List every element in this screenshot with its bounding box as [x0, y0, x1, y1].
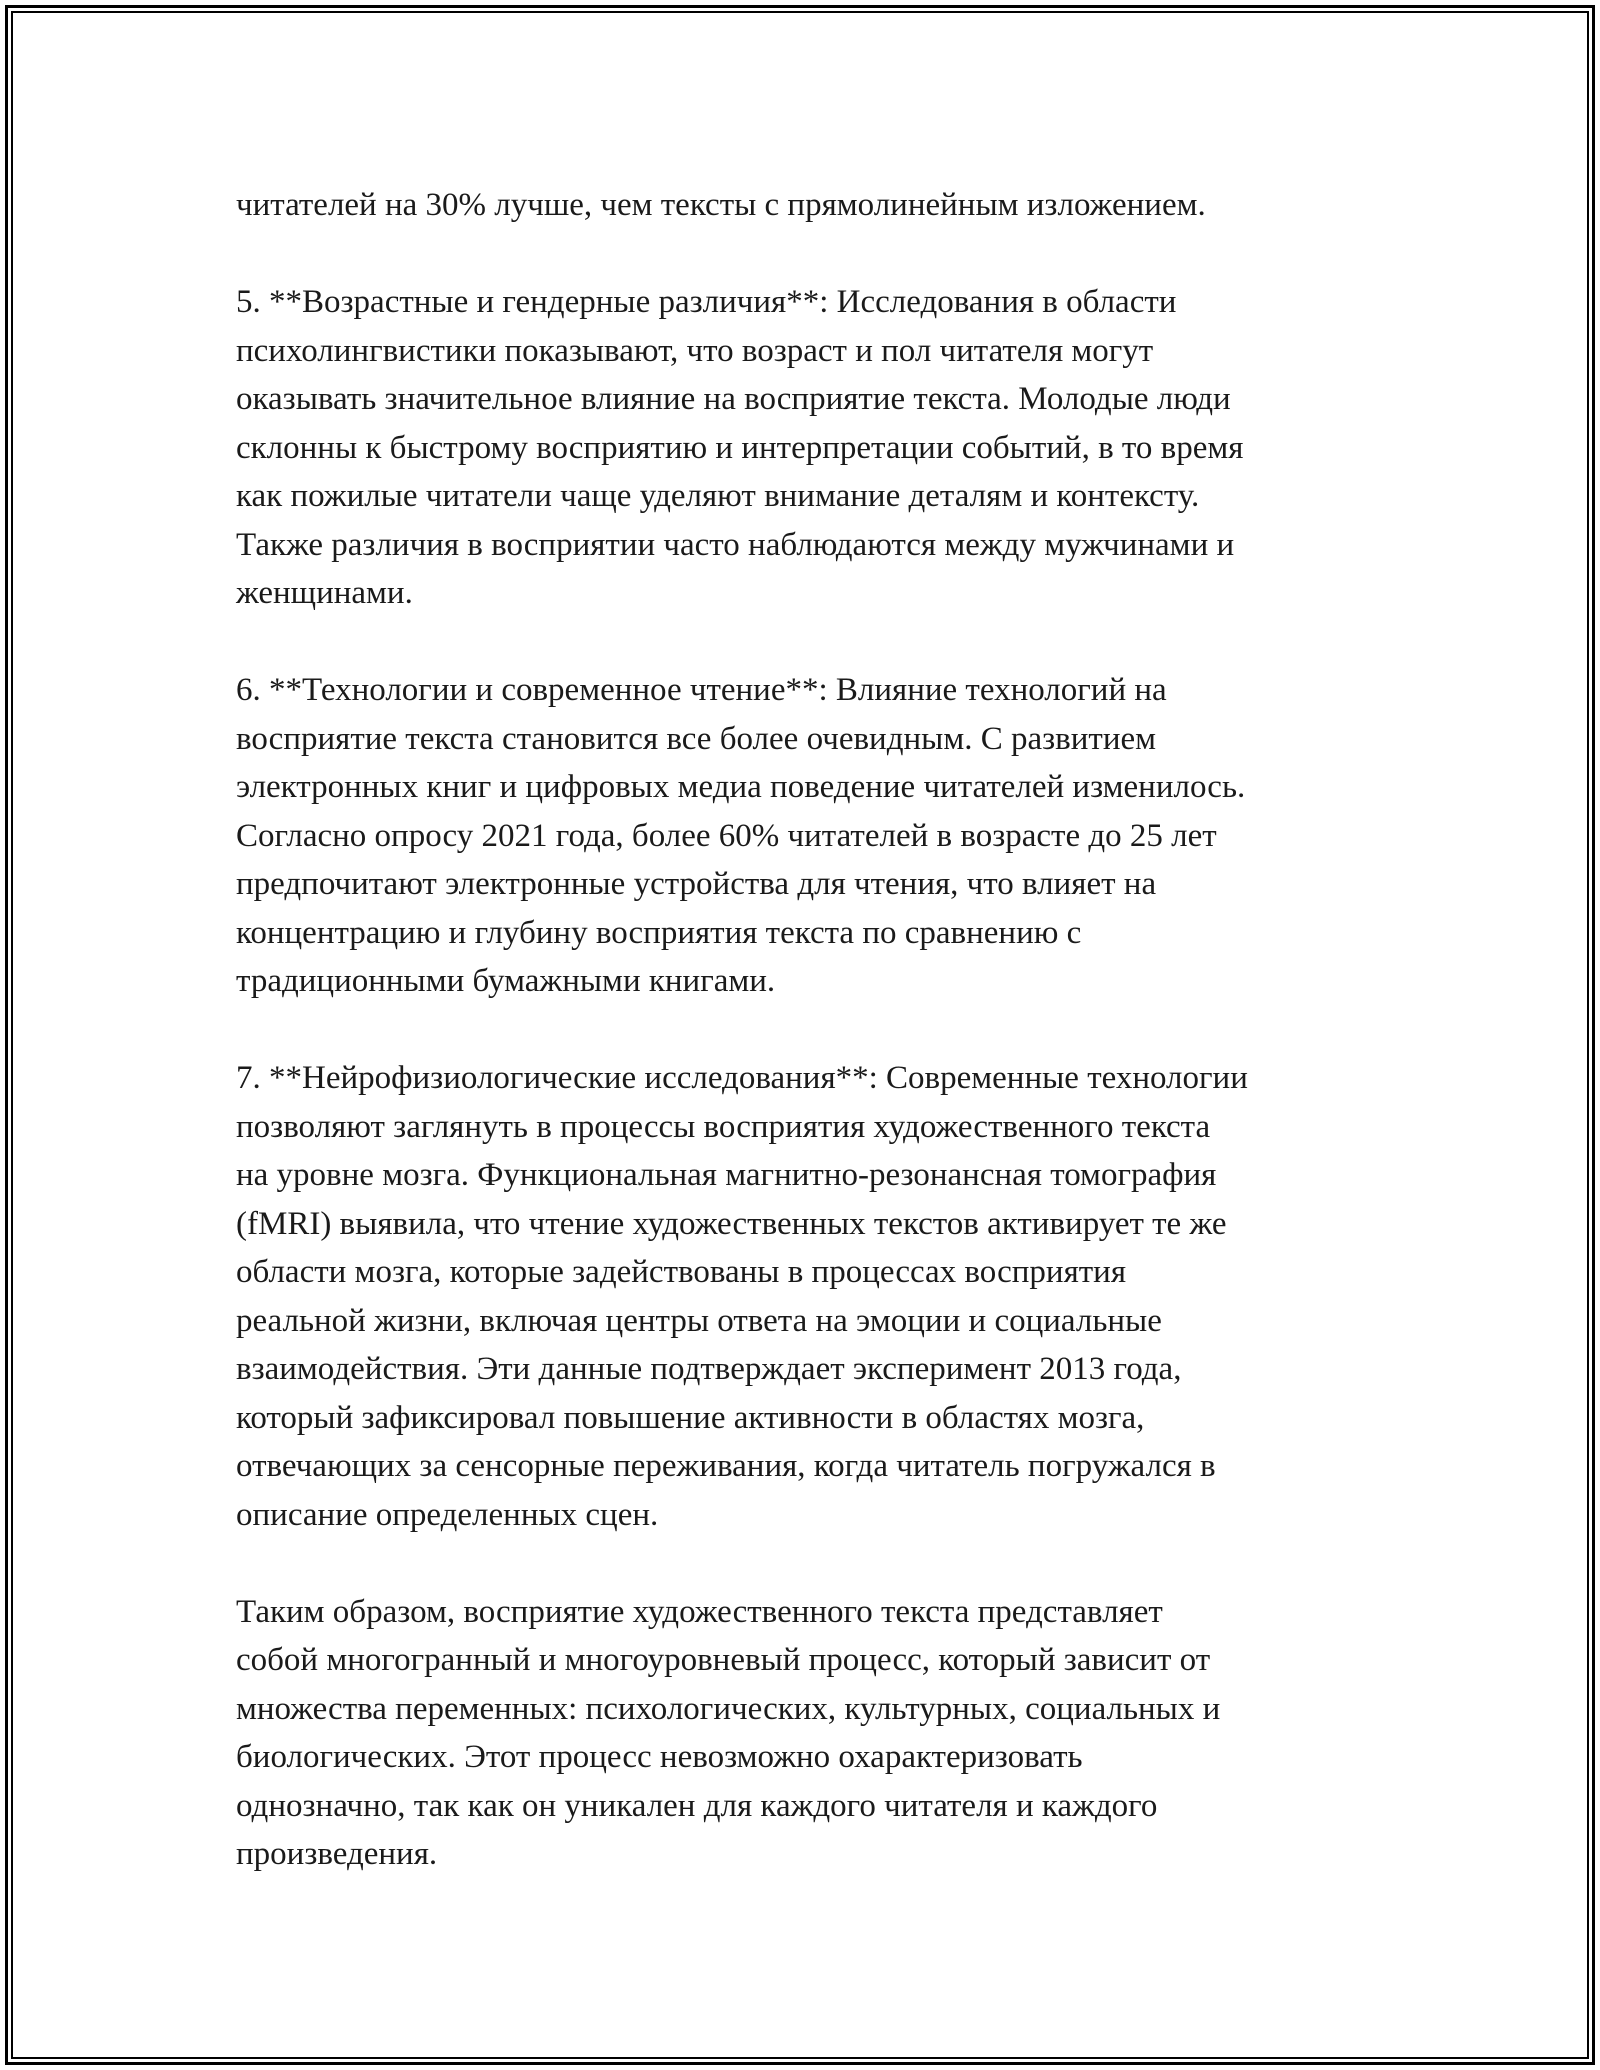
text-line: (fMRI) выявила, что чтение художественных текстов активирует те же	[236, 1205, 1227, 1242]
text-line: читателей на 30% лучше, чем тексты с прямолинейным изложением.	[236, 187, 1206, 223]
text-line: как пожилые читатели чаще уделяют внимание деталям и контексту.	[236, 478, 1200, 514]
text-line: 7. **Нейрофизиологические исследования**: Современные технологии	[236, 1060, 1248, 1096]
document-body	[236, 181, 1396, 1927]
text-line: однозначно, так как он уникален для каждого читателя и каждого	[236, 1787, 1158, 1824]
text-line: произведения.	[236, 1836, 438, 1872]
text-line: концентрацию и глубину восприятия текста по сравнению с	[236, 914, 1082, 951]
text-line: описание определенных сцен.	[236, 1496, 659, 1533]
paragraph	[236, 1054, 1396, 1539]
text-line: восприятие текста становится все более очевидным. С развитием	[236, 720, 1157, 757]
text-line: Таким образом, восприятие художественного текста представляет	[236, 1593, 1163, 1630]
text-line: отвечающих за сенсорные переживания, когда читатель погружался в	[236, 1448, 1216, 1484]
text-line: биологических. Этот процесс невозможно охарактеризовать	[236, 1739, 1083, 1775]
text-line: психолингвистики показывают, что возраст и пол читателя могут	[236, 332, 1154, 369]
text-line: предпочитают электронные устройства для чтения, что влияет на	[236, 866, 1157, 902]
paragraph	[236, 666, 1396, 1006]
paragraph	[236, 1588, 1396, 1879]
text-line: 5. **Возрастные и гендерные различия**: Исследования в области	[236, 284, 1177, 320]
text-line: взаимодействия. Эти данные подтверждает эксперимент 2013 года,	[236, 1351, 1182, 1387]
text-line: который зафиксировал повышение активности в областях мозга,	[236, 1399, 1145, 1436]
text-line: на уровне мозга. Функциональная магнитно-резонансная томография	[236, 1157, 1217, 1193]
paragraph	[236, 181, 1396, 230]
text-line: традиционными бумажными книгами.	[236, 963, 776, 999]
text-line: склонны к быстрому восприятию и интерпретации событий, в то время	[236, 429, 1244, 466]
text-line: собой многогранный и многоуровневый процесс, который зависит от	[236, 1642, 1211, 1678]
text-line: Также различия в восприятии часто наблюдаются между мужчинами и	[236, 526, 1235, 563]
text-line: электронных книг и цифровых медиа поведение читателей изменилось.	[236, 769, 1246, 805]
text-line: области мозга, которые задействованы в процессах восприятия	[236, 1254, 1127, 1290]
text-line: множества переменных: психологических, культурных, социальных и	[236, 1690, 1221, 1727]
text-line: оказывать значительное влияние на восприятие текста. Молодые люди	[236, 381, 1231, 417]
text-line: 6. **Технологии и современное чтение**: Влияние технологий на	[236, 672, 1167, 708]
text-line: позволяют заглянуть в процессы восприятия художественного текста	[236, 1108, 1211, 1145]
paragraph	[236, 278, 1396, 618]
text-line: женщинами.	[236, 575, 413, 611]
text-line: реальной жизни, включая центры ответа на эмоции и социальные	[236, 1302, 1162, 1339]
text-line: Согласно опросу 2021 года, более 60% читателей в возрасте до 25 лет	[236, 817, 1217, 854]
